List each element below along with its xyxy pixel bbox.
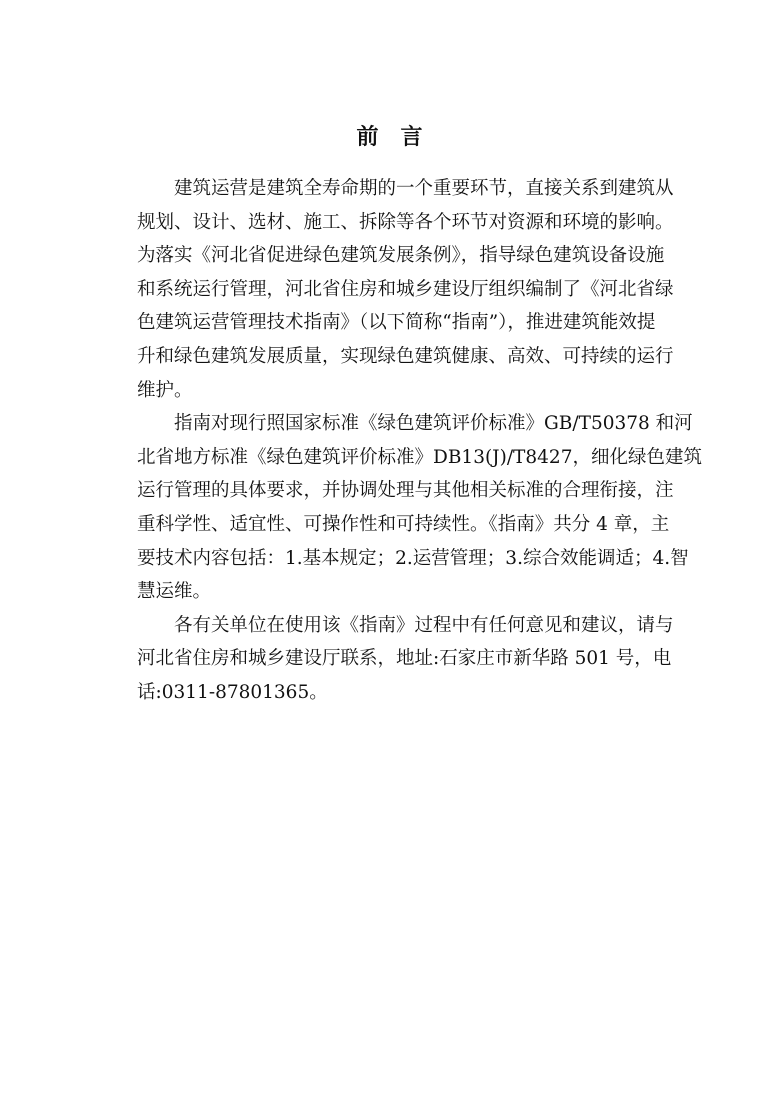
text-line: 建筑运营是建筑全寿命期的一个重要环节，直接关系到建筑从 bbox=[174, 178, 674, 199]
text-line: 慧运维。 bbox=[137, 581, 212, 603]
text-line: 运行管理的具体要求，并协调处理与其他相关标准的合理衔接，注 bbox=[137, 480, 674, 502]
text-line: 各有关单位在使用该《指南》过程中有任何意见和建议，请与 bbox=[174, 614, 674, 636]
page-title: 前 言 bbox=[356, 124, 423, 150]
paragraph-intro bbox=[137, 172, 685, 407]
document-body bbox=[137, 172, 702, 710]
paragraph-standards bbox=[137, 407, 702, 609]
text-line: 和系统运行管理，河北省住房和城乡建设厅组织编制了《河北省绿 bbox=[137, 278, 674, 300]
text-line: 重科学性、适宜性、可操作性和可持续性。《指南》共分 4 章，主 bbox=[137, 513, 670, 535]
text-line: 河北省住房和城乡建设厅联系，地址:石家庄市新华路 501 号，电 bbox=[137, 648, 672, 670]
text-line: 规划、设计、选材、施工、拆除等各个环节对资源和环境的影响。 bbox=[137, 211, 674, 233]
text-line: 维护。 bbox=[137, 379, 193, 401]
paragraph-contact bbox=[137, 609, 685, 710]
text-line: 话:0311-87801365。 bbox=[137, 681, 328, 703]
text-line: 要技术内容包括：1.基本规定；2.运营管理；3.综合效能调适；4.智 bbox=[137, 547, 689, 569]
text-line: 北省地方标准《绿色建筑评价标准》DB13(J)/T8427，细化绿色建筑 bbox=[137, 446, 702, 468]
text-line: 为落实《河北省促进绿色建筑发展条例》，指导绿色建筑设备设施 bbox=[137, 245, 665, 267]
text-line: 升和绿色建筑发展质量，实现绿色建筑健康、高效、可持续的运行 bbox=[137, 345, 674, 367]
text-line: 指南对现行照国家标准《绿色建筑评价标准》GB/T50378 和河 bbox=[174, 413, 693, 435]
text-line: 色建筑运营管理技术指南》（以下简称“指南”），推进建筑能效提 bbox=[137, 312, 656, 334]
